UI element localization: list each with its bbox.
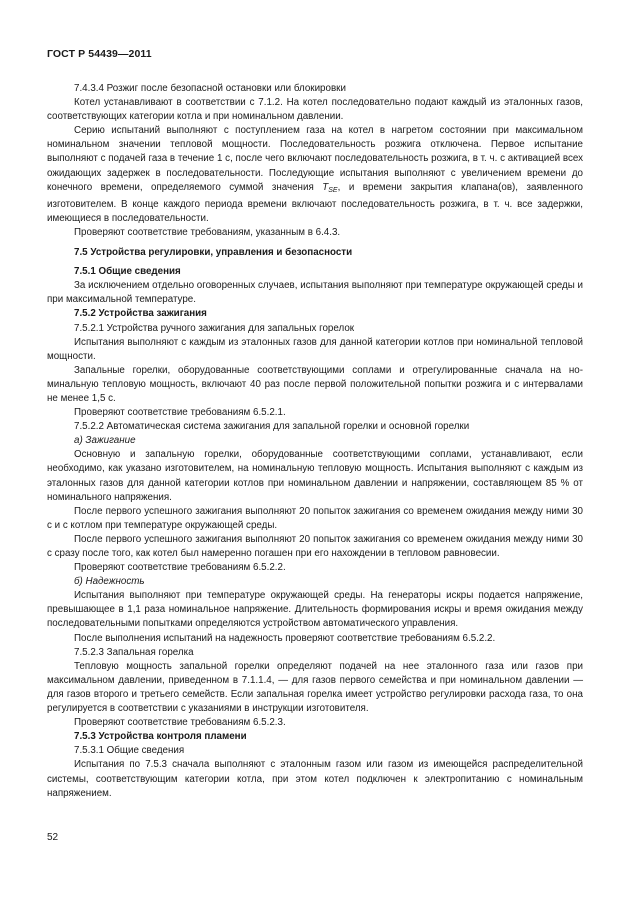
section-heading-7-5: 7.5 Устройства регулировки, управления и безопасности	[74, 247, 353, 259]
document-code-header: ГОСТ Р 54439—2011	[47, 48, 152, 60]
paragraph: Проверяют соответствие требованиям, указанным в 6.4.3.	[74, 226, 341, 238]
subsection-heading-7-5-2: 7.5.2 Устройства зажигания	[74, 308, 207, 320]
subscript-se: SE	[328, 186, 338, 194]
paragraph: Проверяют соответствие требованиям 6.5.2.1.	[74, 407, 286, 419]
paragraph-7-4-3-4-title: 7.4.3.4 Розжиг после безопасной остановки или блокировки	[74, 83, 346, 94]
paragraph: Испытания выполняют при температуре окружающей среды. На генераторы искры подается напряжение, превышающее в 1,1 раза номинальное напряжение. Длительность формирования искры и время ожидания между последовательными попытками определяются устройством автоматического управления.	[47, 590, 583, 630]
page-number: 52	[47, 832, 59, 843]
paragraph: 7.5.2.1 Устройства ручного зажигания для запальных горелок	[74, 322, 355, 334]
paragraph: Тепловую мощность запальной горелки определяют подачей на нее эталонного газа или газов при максимальном давлении, приведенном в 7.1.1.4, — для газов первого семейства и при номинальном давлении — для газов второго и третьего семейств. Если запальная горелка имеет устройство регулировки расхода газа, то она регулируется в соответствии с указаниями в инструкции изготовителя.	[47, 660, 583, 715]
subsection-heading-7-5-1: 7.5.1 Общие сведения	[74, 266, 181, 278]
paragraph: После выполнения испытаний на надежность проверяют соответствие требованиям 6.5.2.2.	[74, 632, 496, 644]
paragraph: Проверяют соответствие требованиям 6.5.2.3.	[74, 717, 286, 729]
list-item-label-b: б) Надежность	[74, 576, 145, 588]
paragraph: После первого успешного зажигания выполняют 20 попыток зажигания со временем ожидания между ними 30 с и с котлом при температуре окружающей среды.	[47, 505, 583, 531]
subsection-heading-7-5-3: 7.5.3 Устройства контроля пламени	[74, 731, 247, 743]
paragraph: Запальные горелки, оборудованные соответствующими соплами и отрегулированные сначала на номинальную тепловую мощность, включают 40 раз после первой положительной попытки розжига и с интервалами не менее 1,5 с.	[47, 364, 583, 404]
document-body	[47, 82, 583, 801]
paragraph: Проверяют соответствие требованиям 6.5.2.2.	[74, 562, 286, 574]
paragraph: 7.5.3.1 Общие сведения	[74, 745, 185, 757]
paragraph: Котел устанавливают в соответствии с 7.1.2. На котел последовательно подают каждый из эталонных газов, соответствующих категории котла и при номинальном давлении.	[47, 97, 583, 123]
paragraph: Основную и запальную горелки, оборудованные соответствующими соплами, устанавливают, если необходимо, как указано изготовителем, на номинальную тепловую мощность. Испытания выполняют с каждым из эталонных газов для данной категории котлов при номинальном давлении и напряжении, составляющем 85 % от номинального напряжения.	[47, 449, 583, 503]
paragraph: Испытания по 7.5.3 сначала выполняют с эталонным газом или газом из имеющейся распределительной системы, соответствующим категории котла, при этом котел подключен к электропитанию с номинальным напряжением.	[47, 759, 583, 799]
paragraph: Испытания выполняют с каждым из эталонных газов для данной категории котлов при номинальной тепловой мощности.	[47, 336, 583, 362]
paragraph: 7.5.2.3 Запальная горелка	[74, 646, 194, 658]
paragraph-with-formula: Серию испытаний выполняют с поступлением газа на котел в нагретом состоянии при максимальном номинальном значении тепловой мощности. Последовательность розжига отключена. Первое испытание выполняют с подачей газа в течение 1 с, после чего включают последовательность розжига, в т. ч. с активацией всех ожидающих задержек в последовательности. Последующие испытания выполняют с увеличением времени до конечного времени, определяемого суммой значения $T_{SE}$, и времени закрытия клапана(ов), заявленного изготовителем. В конце каждого периода времени включают последовательность розжига, в т. ч. все задержки, имеющиеся в последовательности.	[47, 125, 584, 224]
variable-t: T	[322, 181, 329, 193]
paragraph: 7.5.2.2 Автоматическая система зажигания для запальной горелки и основной горелки	[74, 421, 470, 433]
list-item-label-a: а) Зажигание	[74, 435, 136, 447]
paragraph: За исключением отдельно оговоренных случаев, испытания выполняют при температуре окружающей среды и при максимальной температуре.	[47, 280, 583, 306]
paragraph: После первого успешного зажигания выполняют 20 попыток зажигания со временем ожидания между ними 30 с сразу после того, как котел был намеренно погашен при его нахождении в тепловом равновесии.	[47, 533, 583, 559]
